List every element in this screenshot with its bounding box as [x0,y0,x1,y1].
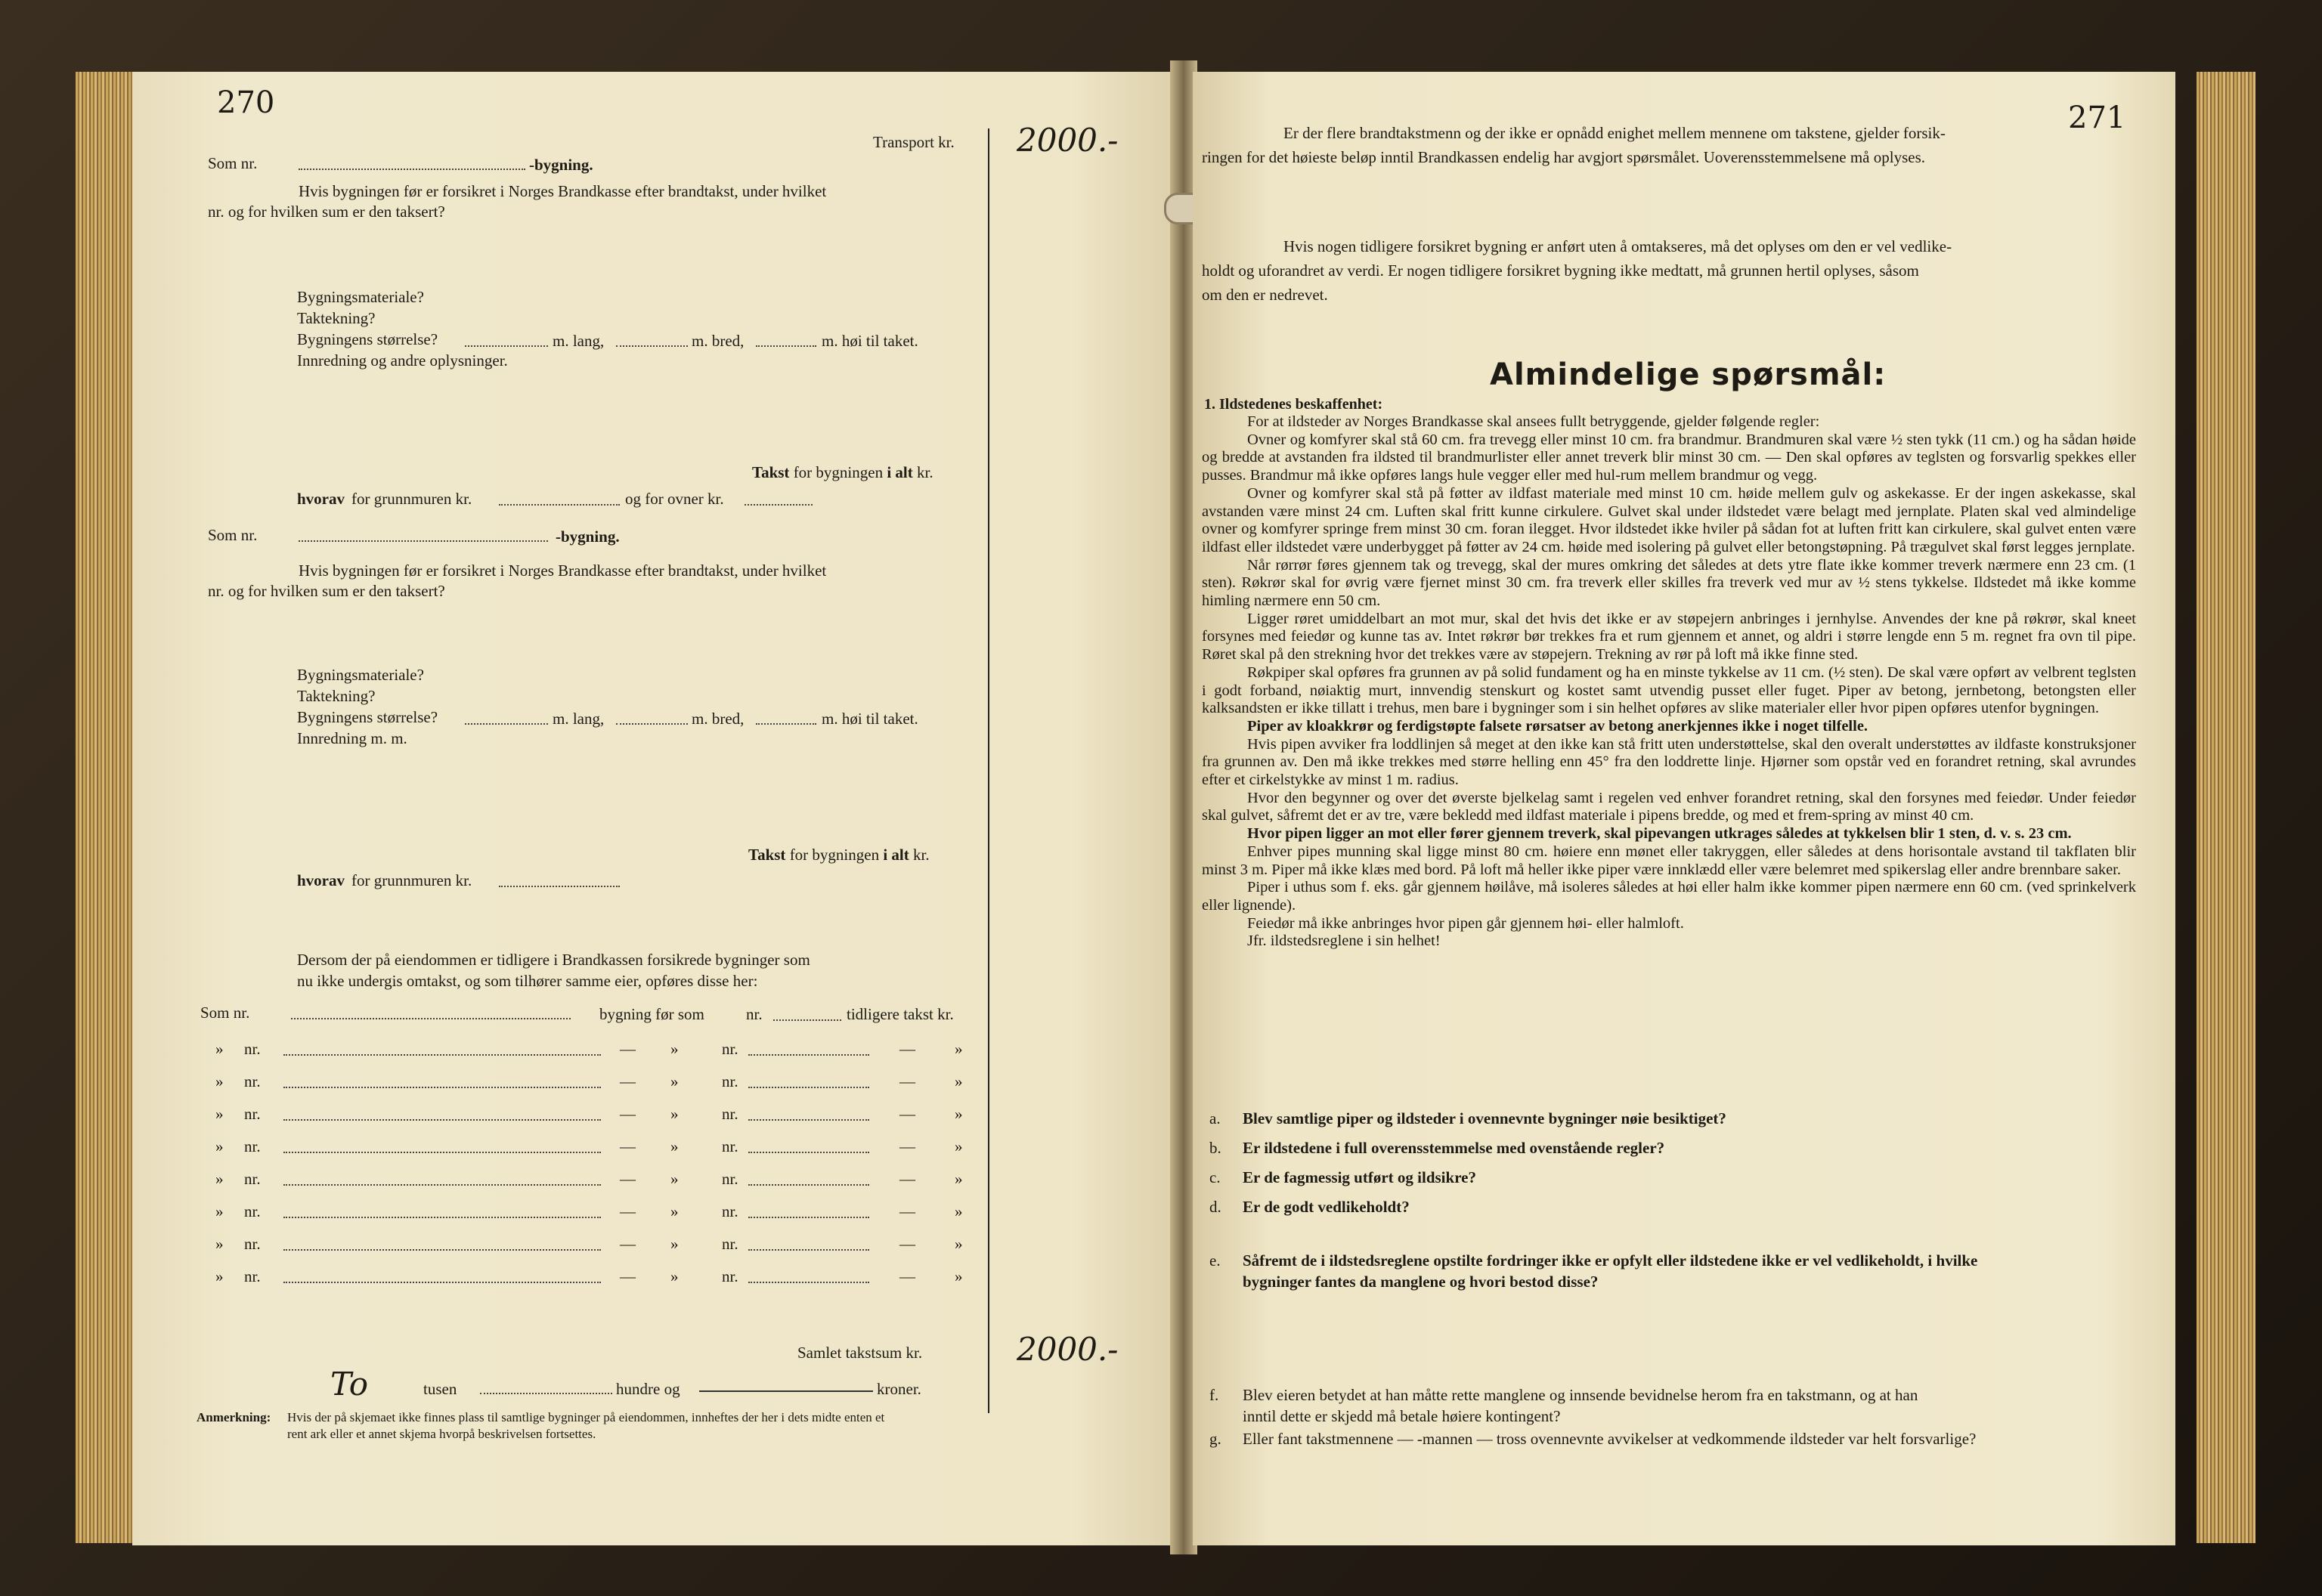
intro-2: ringen for det høieste beløp inntil Brandkassen endelig har avgjort spørsmålet. Uoverensstemmelsene må oplyses. [1202,148,1926,166]
section-label: 1. Ildstedenes beskaffenhet: [1204,396,1383,413]
row-mark: » [670,1170,679,1188]
b1-question-1: Hvis bygningen før er forsikret i Norges Brandkasse efter brandtakst, under hvilket [299,182,827,200]
rule-paragraph: Ovner og komfyrer skal stå på føtter av ildfast materiale med minst 10 cm. høide mellem gulv og askekasse. Er der ingen askekasse, skal avstanden være minst 24 cm. Luften skal fritt kunne cirkulere. Gulvet skal under ildstedet være belagt med jernplate. Platen skal ved almindelige ovner og komfyrer springe frem minst 30 cm. foran ilegget. Hvor ildstedet ikke hviler på sådan fot at luften fritt kan cirkulere, skal gulvet enten være ildfast eller ildstedet være underbygget på føtter av 24 cm. høide med isolering på gulvet eller betongstøpning. På trægulvet skal først legges jernplate. [1202,484,2136,555]
row-nr: nr. [722,1267,738,1285]
right-page [1193,72,2175,1545]
b1-takst: Takst for bygningen i alt kr. [752,463,933,481]
heading: Almindelige spørsmål: [1490,357,1887,392]
b2-interior: Innredning m. m. [297,729,407,747]
row-dash: — [620,1040,636,1058]
row-nr: nr. [722,1170,738,1188]
b1-som-nr: Som nr. [208,154,258,172]
row-mark: » [670,1202,679,1220]
rule-paragraph: Feiedør må ikke anbringes hvor pipen går gjennem høi- eller halmloft. [1247,914,1684,932]
row-mark: » [670,1235,679,1253]
row-dash: — [899,1267,915,1285]
row-nr: nr. [722,1105,738,1123]
note-label: Anmerkning: [197,1410,271,1424]
prior-nr: nr. [746,1005,763,1023]
b2-long: m. lang, [553,710,605,728]
row-blank [748,1054,869,1056]
prior-line-1: Dersom der på eiendommen er tidligere i Brandkassen forsikrede bygninger som [297,951,810,969]
row-mark: » [670,1137,679,1155]
b1-length-blank [465,345,548,347]
q-e-line-2: bygninger fantes da manglene og hvori bestod disse? [1243,1273,1599,1291]
b2-height-blank [756,723,816,725]
b2-grunnmur: for grunnmuren kr. [351,871,472,889]
row-dash: — [899,1202,915,1220]
page-number-left: 270 [217,85,275,120]
row-mark: » [955,1072,963,1090]
row-dash: — [899,1072,915,1090]
intro-3: Hvis nogen tidligere forsikret bygning er anført uten å omtakseres, må det oplyses om den er vel vedlike- [1283,237,1952,255]
row-nr: nr. [722,1235,738,1253]
row-mark: » [955,1267,963,1285]
b2-high: m. høi til taket. [822,710,918,728]
rule-paragraph: Når rørrør føres gjennem tak og trevegg, skal der mures omkring det således at dets ytre flate ikke kommer treverk nærmere enn 23 cm. (1 sten). Røkrør skal for øvrig være fjernet minst 30 cm. fra treverk eller skilles fra treverk ved mur av ½ stens tykkelse. Ildstedet må ikke komme himling nærmere enn 50 cm. [1202,556,2136,610]
b1-roof: Taktekning? [297,309,376,327]
row-mark: » [215,1235,224,1253]
row-mark: » [215,1267,224,1285]
row-blank [283,1217,601,1218]
row-nr: nr. [244,1137,261,1155]
row-blank [748,1119,869,1121]
row-mark: » [955,1040,963,1058]
row-mark: » [670,1072,679,1090]
b1-width-blank [616,345,688,347]
row-nr: nr. [244,1072,261,1090]
row-blank [748,1184,869,1186]
row-nr: nr. [244,1235,261,1253]
b2-material: Bygningsmateriale? [297,666,424,684]
rule-paragraph: Piper av kloakkrør og ferdigstøpte falsete rørsatser av betong anerkjennes ikke i noget tilfelle. [1247,717,1868,735]
row-blank [283,1087,601,1088]
row-dash: — [620,1105,636,1123]
rule-paragraph: Piper i uthus som f. eks. går gjennem høilåve, må isoleres således at høi eller halm ikke kommer pipen nærmere enn 60 cm. (ved sprinkelverk eller lignende). [1202,879,2136,914]
question-letter: b. [1209,1139,1221,1157]
b1-question-2: nr. og for hvilken sum er den taksert? [208,203,445,221]
q-g-letter: g. [1209,1430,1221,1448]
b2-grunnmur-blank [499,886,620,887]
row-blank [283,1119,601,1121]
row-dash: — [620,1235,636,1253]
prior-bygning: bygning før som [599,1005,704,1023]
b2-length-blank [465,723,548,725]
row-nr: nr. [244,1202,261,1220]
row-nr: nr. [722,1202,738,1220]
row-mark: » [215,1040,224,1058]
question-text: Blev samtlige piper og ildsteder i ovennevnte bygninger nøie besiktiget? [1243,1109,1726,1127]
b1-long: m. lang, [553,332,605,350]
hundre-blank [480,1393,612,1394]
tusen-label: tusen [423,1380,457,1398]
row-blank [748,1087,869,1088]
total-in-words: To [330,1366,369,1403]
rule-paragraph: For at ildsteder av Norges Brandkasse skal ansees fullt betryggende, gjelder følgende regler: [1247,413,1820,430]
transport-label: Transport kr. [873,133,955,151]
row-mark: » [215,1170,224,1188]
row-dash: — [620,1202,636,1220]
row-dash: — [620,1137,636,1155]
q-e-line-1: Såfremt de i ildstedsreglene opstilte fordringer ikke er opfylt eller ildstedene ikke er vel vedlikeholdt, i hvilke [1243,1251,1978,1270]
prior-nr-blank [291,1018,571,1019]
b1-bygning: -bygning. [529,156,593,174]
intro-5: om den er nedrevet. [1202,286,1328,304]
row-nr: nr. [244,1267,261,1285]
row-blank [283,1282,601,1283]
row-blank [283,1054,601,1056]
prior-line-2: nu ikke undergis omtakst, og som tilhører samme eier, opføres disse her: [297,972,758,990]
left-page-edges [76,72,135,1543]
row-dash: — [620,1267,636,1285]
rule-paragraph: Jfr. ildstedsreglene i sin helhet! [1247,933,1441,950]
b2-nr-blank [299,540,548,542]
row-dash: — [899,1040,915,1058]
kroner-label: kroner. [877,1380,921,1398]
b2-size: Bygningens størrelse? [297,708,438,726]
b2-bygning: -bygning. [556,527,620,546]
row-dash: — [899,1105,915,1123]
row-mark: » [215,1137,224,1155]
row-blank [748,1249,869,1251]
row-mark: » [670,1267,679,1285]
note-line-2: rent ark eller et annet skjema hvorpå beskrivelsen fortsettes. [287,1427,596,1441]
b1-grunnmur: for grunnmuren kr. [351,490,472,508]
row-mark: » [955,1202,963,1220]
row-blank [283,1152,601,1153]
b2-question-1: Hvis bygningen før er forsikret i Norges Brandkasse efter brandtakst, under hvilket [299,561,827,580]
question-letter: a. [1209,1109,1221,1127]
b2-width-blank [616,723,688,725]
row-blank [283,1249,601,1251]
b1-grunnmur-blank [499,504,620,506]
rule-paragraph: Ovner og komfyrer skal stå 60 cm. fra trevegg eller minst 10 cm. fra brandmur. Brandmuren skal være ½ sten tykk (11 cm.) og ha sådan høide og bredde at avstanden fra ildsted til brandmurlister eller annet treverk blir minst 30 cm. — Den skal opføres av teglsten og forsvarlig spekkes eller pusses. Brandmur må ikke opføres langs hule vegger eller med hul-rum mellem brandmur og vegg. [1202,431,2136,484]
row-nr: nr. [722,1072,738,1090]
row-blank [748,1217,869,1218]
amount-column-line [988,128,989,1413]
row-blank [748,1152,869,1153]
question-letter: c. [1209,1168,1221,1186]
row-mark: » [670,1040,679,1058]
hundre-label: hundre og [616,1380,680,1398]
b1-wide: m. bred, [692,332,745,350]
b1-hvorav: hvorav [297,490,345,508]
row-dash: — [899,1170,915,1188]
b1-ovner: og for ovner kr. [625,490,724,508]
row-nr: nr. [722,1137,738,1155]
samlet-value: 2000.- [1017,1331,1119,1368]
b1-nr-blank [299,169,525,170]
prior-som-nr: Som nr. [200,1004,250,1022]
b1-ovner-blank [745,504,813,506]
prior-nr2-blank [773,1019,841,1021]
row-mark: » [955,1235,963,1253]
rules-block [1202,413,2136,951]
b2-question-2: nr. og for hvilken sum er den taksert? [208,582,445,600]
row-mark: » [670,1105,679,1123]
samlet-label: Samlet takstsum kr. [797,1344,923,1362]
rule-paragraph: Hvis pipen avviker fra loddlinjen så meget at den ikke kan stå fritt uten understøttelse, skal den overalt understøttes av ildfaste konstruksjoner fra grunnen av. Den må ikke trekkes med større helling enn 45° fra den loddrette linje. Hjørner som opstår ved en forandret retning, skal avrundes efter et cirkelstykke av minst 1 m. radius. [1202,735,2136,789]
rule-paragraph: Hvor pipen ligger an mot eller fører gjennem treverk, skal pipevangen utkrages således at tykkelsen blir 1 sten, d. v. s. 23 cm. [1247,825,2072,843]
row-mark: » [955,1105,963,1123]
b1-height-blank [756,345,816,347]
b1-high: m. høi til taket. [822,332,918,350]
prior-takst: tidligere takst kr. [847,1005,954,1023]
row-dash: — [899,1235,915,1253]
b2-wide: m. bred, [692,710,745,728]
b1-interior: Innredning og andre oplysninger. [297,351,508,370]
rule-paragraph: Røkpiper skal opføres fra grunnen av på solid fundament og ha en minste tykkelse av 11 cm. (½ sten). De skal være opført av velbrent teglsten i godt forband, nøiaktig murt, innvendig stenskurt og kostet samt utvendig pusset eller fuget. Piper av betong, jernbetong, betongsten eller kalksandsten er ikke tillatt i trehus, men bare i bygninger som i sin helhet opføres av slike materialer eller hvor pipen opføres utenfor bygningen. [1202,663,2136,717]
question-text: Er de godt vedlikeholdt? [1243,1198,1410,1216]
row-dash: — [620,1072,636,1090]
row-nr: nr. [244,1170,261,1188]
b1-material: Bygningsmateriale? [297,288,424,306]
row-mark: » [215,1105,224,1123]
right-page-edges [2197,72,2255,1543]
row-dash: — [899,1137,915,1155]
q-f-letter: f. [1209,1386,1219,1404]
row-nr: nr. [244,1105,261,1123]
b2-roof: Taktekning? [297,687,376,705]
row-dash: — [620,1170,636,1188]
left-page [132,72,1175,1545]
row-blank [283,1184,601,1186]
note-line-1: Hvis der på skjemaet ikke finnes plass til samtlige bygninger på eiendommen, innheftes der her i dets midte enten et [287,1410,885,1424]
row-blank [748,1282,869,1283]
rule-paragraph: Hvor den begynner og over det øverste bjelkelag samt i regelen ved enhver forandret retning, skal den forsynes med feiedør. Under feiedør skal gulvet, såfremt det er av tre, være bekledd med ildfast materiale i pipens bredde, og med et frem-spring av minst 40 cm. [1202,789,2136,824]
kroner-line [699,1390,873,1392]
intro-4: holdt og uforandret av verdi. Er nogen tidligere forsikret bygning ikke medtatt, må grunnen hertil oplyses, såsom [1202,261,1919,280]
question-text: Er ildstedene i full overensstemmelse med ovenstående regler? [1243,1139,1665,1157]
question-letter: d. [1209,1198,1221,1216]
transport-value: 2000.- [1017,122,1119,159]
b2-som-nr: Som nr. [208,526,258,544]
row-mark: » [955,1137,963,1155]
row-mark: » [215,1072,224,1090]
b2-takst: Takst for bygningen i alt kr. [748,846,930,864]
b1-size: Bygningens størrelse? [297,330,438,348]
rule-paragraph: Enhver pipes munning skal ligge minst 80 cm. høiere enn mønet eller takryggen, eller således at dens horisontale avstand til takflaten blir minst 3 m. Piper må ikke klæs med bord. På loft må heller ikke piper være innklædd eller være belemret med spikerslag eller andre brennbare saker. [1202,843,2136,878]
row-mark: » [215,1202,224,1220]
q-g-line-1: Eller fant takstmennene — -mannen — tross ovennevnte avvikelser at vedkommende ildsteder var helt forsvarlige? [1243,1430,1977,1448]
q-e-letter: e. [1209,1251,1221,1270]
intro-1: Er der flere brandtakstmenn og der ikke er opnådd enighet mellem mennene om takstene, gjelder forsik- [1283,124,1946,142]
q-f-line-1: Blev eieren betydet at han måtte rette manglene og innsende bevidnelse herom fra en takstmann, og at han [1243,1386,1918,1404]
row-mark: » [955,1170,963,1188]
q-f-line-2: inntil dette er skjedd må betale høiere kontingent? [1243,1407,1561,1425]
b2-hvorav: hvorav [297,871,345,889]
rule-paragraph: Ligger røret umiddelbart an mot mur, skal det hvis det ikke er av støpejern anbringes i jernhylse. Anvendes der kne på røkrør, skal kneet forsynes med feiedør og kunne tas av. Intet røkrør bør trekkes fra et rum gjennem et annet, og aldri i større lengde enn 5 m. regnet fra ovn til pipe. Røret skal på den strekning hvor det trekkes være av støpejern. Trekning av rør på loft må ikke finne sted. [1202,610,2136,663]
row-nr: nr. [722,1040,738,1058]
question-text: Er de fagmessig utført og ildsikre? [1243,1168,1476,1186]
row-nr: nr. [244,1040,261,1058]
page-number-right: 271 [2068,101,2126,135]
